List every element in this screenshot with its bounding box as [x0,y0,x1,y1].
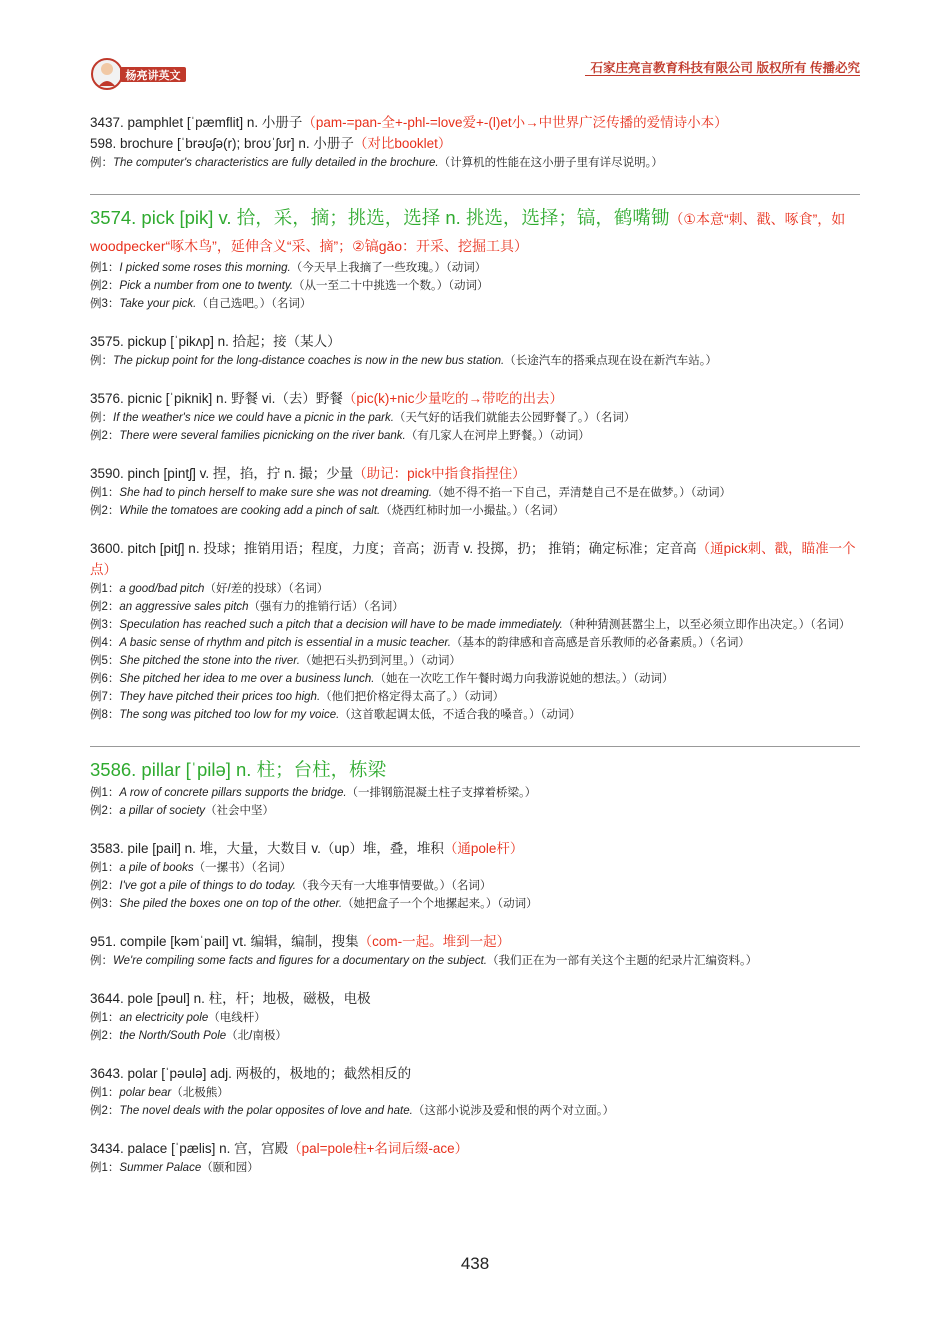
mnemonic-note: （助记：pick中指食指捏住） [353,466,526,481]
vocab-entry [90,1063,860,1120]
vocab-entry [90,538,860,724]
headword-text: 3586. pillar [ˈpilə] n. 柱；台柱，栋梁 [90,759,387,780]
example-chinese: （她不得不掐一下自己，弄清楚自己不是在做梦。）（动词） [432,487,732,499]
example-chinese: （她在一次吃工作午餐时竭力向我游说她的想法。）（动词） [374,673,674,685]
example-label: 例1： [90,1162,120,1174]
example-label: 例： [90,955,113,967]
example-sentence [90,1027,860,1045]
example-sentence [90,877,860,895]
example-sentence [90,1009,860,1027]
example-chinese: （强有力的推销行话）（名词） [248,601,404,613]
example-sentence [90,484,860,502]
headword-text: 3575. pickup [ˈpikʌp] n. 拾起；接（某人） [90,334,341,349]
vocab-entry [90,463,860,520]
example-chinese: （种种猜测甚嚣尘上，以至必须立即作出决定。）（名词） [562,619,851,631]
entry-headword [90,133,860,154]
example-english: an aggressive sales pitch [119,601,249,613]
entry-headword [90,112,860,133]
brand-logo [90,56,190,92]
example-chinese: （北极熊） [171,1087,229,1099]
headword-text: 3574. pick [pik] v. 拾，采，摘；挑选，选择 n. 挑选，选择；镐，鹤嘴锄 [90,207,670,228]
example-english: Speculation has reached such a pitch that a decision will have to be made immediately. [119,619,563,631]
example-english: Take your pick. [119,298,197,310]
example-label: 例8： [90,709,120,721]
example-label: 例： [90,157,113,169]
example-sentence [90,427,860,445]
vocab-entry [90,838,860,913]
example-chinese: （他们把价格定得太高了。）（动词） [320,691,505,703]
example-english: We're compiling some facts and figures for a documentary on the subject. [113,955,488,967]
example-chinese: （我今天有一大堆事情要做。）（名词） [295,880,492,892]
example-sentence [90,952,860,970]
example-label: 例5： [90,655,120,667]
example-sentence [90,1084,860,1102]
example-english: the North/South Pole [119,1030,227,1042]
example-label: 例7： [90,691,120,703]
headword-text: 951. compile [kəmˈpail] vt. 编辑，编制，搜集 [90,934,359,949]
example-label: 例6： [90,673,120,685]
example-english: an electricity pole [119,1012,209,1024]
example-label: 例： [90,355,113,367]
example-english: A row of concrete pillars supports the bridge. [119,787,347,799]
example-english: While the tomatoes are cooking add a pinch of salt. [119,505,381,517]
example-sentence [90,688,860,706]
example-sentence [90,634,860,652]
example-label: 例2： [90,430,120,442]
example-sentence [90,706,860,724]
example-english: a good/bad pitch [119,583,205,595]
entry-headword [90,838,860,859]
example-label: 例2： [90,1105,120,1117]
example-english: a pile of books [119,862,194,874]
example-english: She piled the boxes one on top of the other. [119,898,343,910]
example-sentence [90,859,860,877]
example-sentence [90,1159,860,1177]
company-copyright: 石家庄亮言教育科技有限公司 版权所有 传播必究 [590,61,860,75]
entry-headword [90,988,860,1009]
mnemonic-note: （pam-=pan-全+-phl-=love爱+-(l)et小→中世界广泛传播的爱情诗小本） [302,115,728,130]
document-body [90,112,860,1195]
mnemonic-note: （pic(k)+nic少量吃的→带吃的出去） [342,391,563,406]
mnemonic-note: （对比booklet） [353,136,452,151]
mnemonic-note: （①本意“刺、戳、啄食”，如woodpecker“啄木鸟”，延伸含义“采、摘”；②镐gǎo：开采、挖掘工具） [90,211,846,254]
example-sentence [90,502,860,520]
vocab-entry [90,1138,860,1177]
vocab-entry [90,112,860,133]
headword-text: 3643. polar [ˈpəulə] adj. 两极的，极地的；截然相反的 [90,1066,412,1081]
example-english: There were several families picnicking on the river bank. [119,430,406,442]
example-english: She pitched the stone into the river. [119,655,300,667]
example-label: 例1： [90,262,120,274]
example-chinese: （我们正在为一部有关这个主题的纪录片汇编资料。） [487,955,758,967]
entry-headword [90,931,860,952]
example-english: a pillar of society [119,805,206,817]
mnemonic-note: （com-一起。堆到一起） [358,934,511,949]
example-sentence [90,1102,860,1120]
headword-text: 3434. palace [ˈpælis] n. 宫，宫殿 [90,1141,289,1156]
example-sentence [90,580,860,598]
example-sentence [90,802,860,820]
entry-headword [90,331,860,352]
header-underline [585,75,860,76]
example-english: If the weather's nice we could have a picnic in the park. [113,412,394,424]
example-chinese: （她把石头扔到河里。）（动词） [299,655,461,667]
example-english: The computer's characteristics are fully detailed in the brochure. [113,157,439,169]
example-sentence [90,295,860,313]
vocab-entry [90,331,860,370]
example-label: 例2： [90,280,120,292]
example-english: The novel deals with the polar opposites of love and hate. [119,1105,413,1117]
section-divider [90,746,860,747]
example-sentence [90,277,860,295]
example-chinese: （计算机的性能在这小册子里有详尽说明。） [438,157,663,169]
featured-headword [90,757,860,784]
headword-text: 3590. pinch [pintʃ] v. 捏，掐，拧 n. 撮；少量 [90,466,354,481]
example-chinese: （电线杆） [208,1012,266,1024]
example-english: A basic sense of rhythm and pitch is essential in a music teacher. [119,637,451,649]
example-label: 例1： [90,1012,120,1024]
example-chinese: （基本的韵律感和音高感是音乐教师的必备素质。）（名词） [450,637,750,649]
example-chinese: （好/差的投球）（名词） [204,583,329,595]
example-sentence [90,259,860,277]
example-label: 例2： [90,880,120,892]
example-sentence [90,616,860,634]
example-label: 例1： [90,787,120,799]
example-sentence [90,352,860,370]
example-label: 例3： [90,898,120,910]
example-label: 例2： [90,1030,120,1042]
section-divider [90,194,860,195]
example-english: polar bear [119,1087,172,1099]
example-english: I picked some roses this morning. [119,262,291,274]
example-english: Pick a number from one to twenty. [119,280,294,292]
example-chinese: （她把盒子一个个地摞起来。）（动词） [342,898,538,910]
example-english: The song was pitched too low for my voice. [119,709,340,721]
example-chinese: （一摞书）（名词） [193,862,292,874]
example-chinese: （这部小说涉及爱和恨的两个对立面。） [412,1105,615,1117]
mnemonic-note: （pal=pole柱+名词后缀-ace） [288,1141,469,1156]
example-english: She pitched her idea to me over a business lunch. [119,673,375,685]
example-chinese: （一排钢筋混凝土柱子支撑着桥梁。） [346,787,537,799]
vocab-entry [90,988,860,1045]
headword-text: 3576. picnic [ˈpiknik] n. 野餐 vi.（去）野餐 [90,391,343,406]
example-english: They have pitched their prices too high. [119,691,321,703]
example-label: 例4： [90,637,120,649]
example-sentence [90,409,860,427]
example-english: She had to pinch herself to make sure she was not dreaming. [119,487,433,499]
example-sentence [90,598,860,616]
example-label: 例2： [90,601,120,613]
headword-text: 3437. pamphlet [ˈpæmflit] n. 小册子 [90,115,303,130]
example-chinese: （社会中坚） [205,805,275,817]
example-english: The pickup point for the long-distance coaches is now in the new bus station. [113,355,505,367]
example-sentence [90,154,860,172]
logo-text: 杨亮讲英文 [125,69,181,82]
example-chinese: （这首歌起调太低，不适合我的嗓音。）（动词） [339,709,581,721]
headword-text: 3583. pile [pail] n. 堆，大量，大数目 v.（up）堆，叠，堆积 [90,841,444,856]
entry-headword [90,463,860,484]
example-sentence [90,652,860,670]
entry-headword [90,538,860,580]
page-header [0,0,950,100]
featured-entry [90,757,860,820]
entry-headword [90,1063,860,1084]
example-chinese: （有几家人在河岸上野餐。）（动词） [405,430,590,442]
headword-text: 3644. pole [pəul] n. 柱，杆；地极，磁极，电极 [90,991,371,1006]
featured-headword [90,205,860,259]
headword-text: 3600. pitch [pitʃ] n. 投球；推销用语；程度，力度；音高；沥青 v. 投掷，扔； 推销；确定标准；定音高 [90,541,697,556]
example-label: 例1： [90,862,120,874]
example-english: Summer Palace [119,1162,202,1174]
example-chinese: （从一至二十中挑选一个数。）（动词） [293,280,489,292]
featured-entry [90,205,860,313]
example-chinese: （天气好的话我们就能去公园野餐了。）（名词） [393,412,636,424]
entry-headword [90,388,860,409]
example-chinese: （今天早上我摘了一些玫瑰。）（动词） [290,262,487,274]
mnemonic-note: （通pole杆） [443,841,524,856]
vocab-entry [90,133,860,172]
example-sentence [90,670,860,688]
example-label: 例1： [90,583,120,595]
entry-headword [90,1138,860,1159]
example-chinese: （自己选吧。）（名词） [196,298,312,310]
vocab-entry [90,388,860,445]
example-label: 例1： [90,487,120,499]
example-chinese: （烧西红柿时加一小撮盐。）（名词） [380,505,565,517]
example-label: 例1： [90,1087,120,1099]
example-chinese: （颐和园） [201,1162,259,1174]
page-number: 438 [460,1254,490,1273]
vocab-entry [90,931,860,970]
example-label: 例3： [90,298,120,310]
example-label: 例2： [90,805,120,817]
headword-text: 598. brochure [ˈbrəʊʃə(r); broʊˈʃʊr] n. 小册子 [90,136,354,151]
example-chinese: （北/南极） [226,1030,287,1042]
example-chinese: （长途汽车的搭乘点现在设在新汽车站。） [504,355,717,367]
example-label: 例： [90,412,113,424]
mnemonic-note: （通pick刺、戳，瞄准一个点） [90,541,856,577]
example-sentence [90,895,860,913]
example-label: 例2： [90,505,120,517]
example-english: I've got a pile of things to do today. [119,880,296,892]
example-sentence [90,784,860,802]
example-label: 例3： [90,619,120,631]
